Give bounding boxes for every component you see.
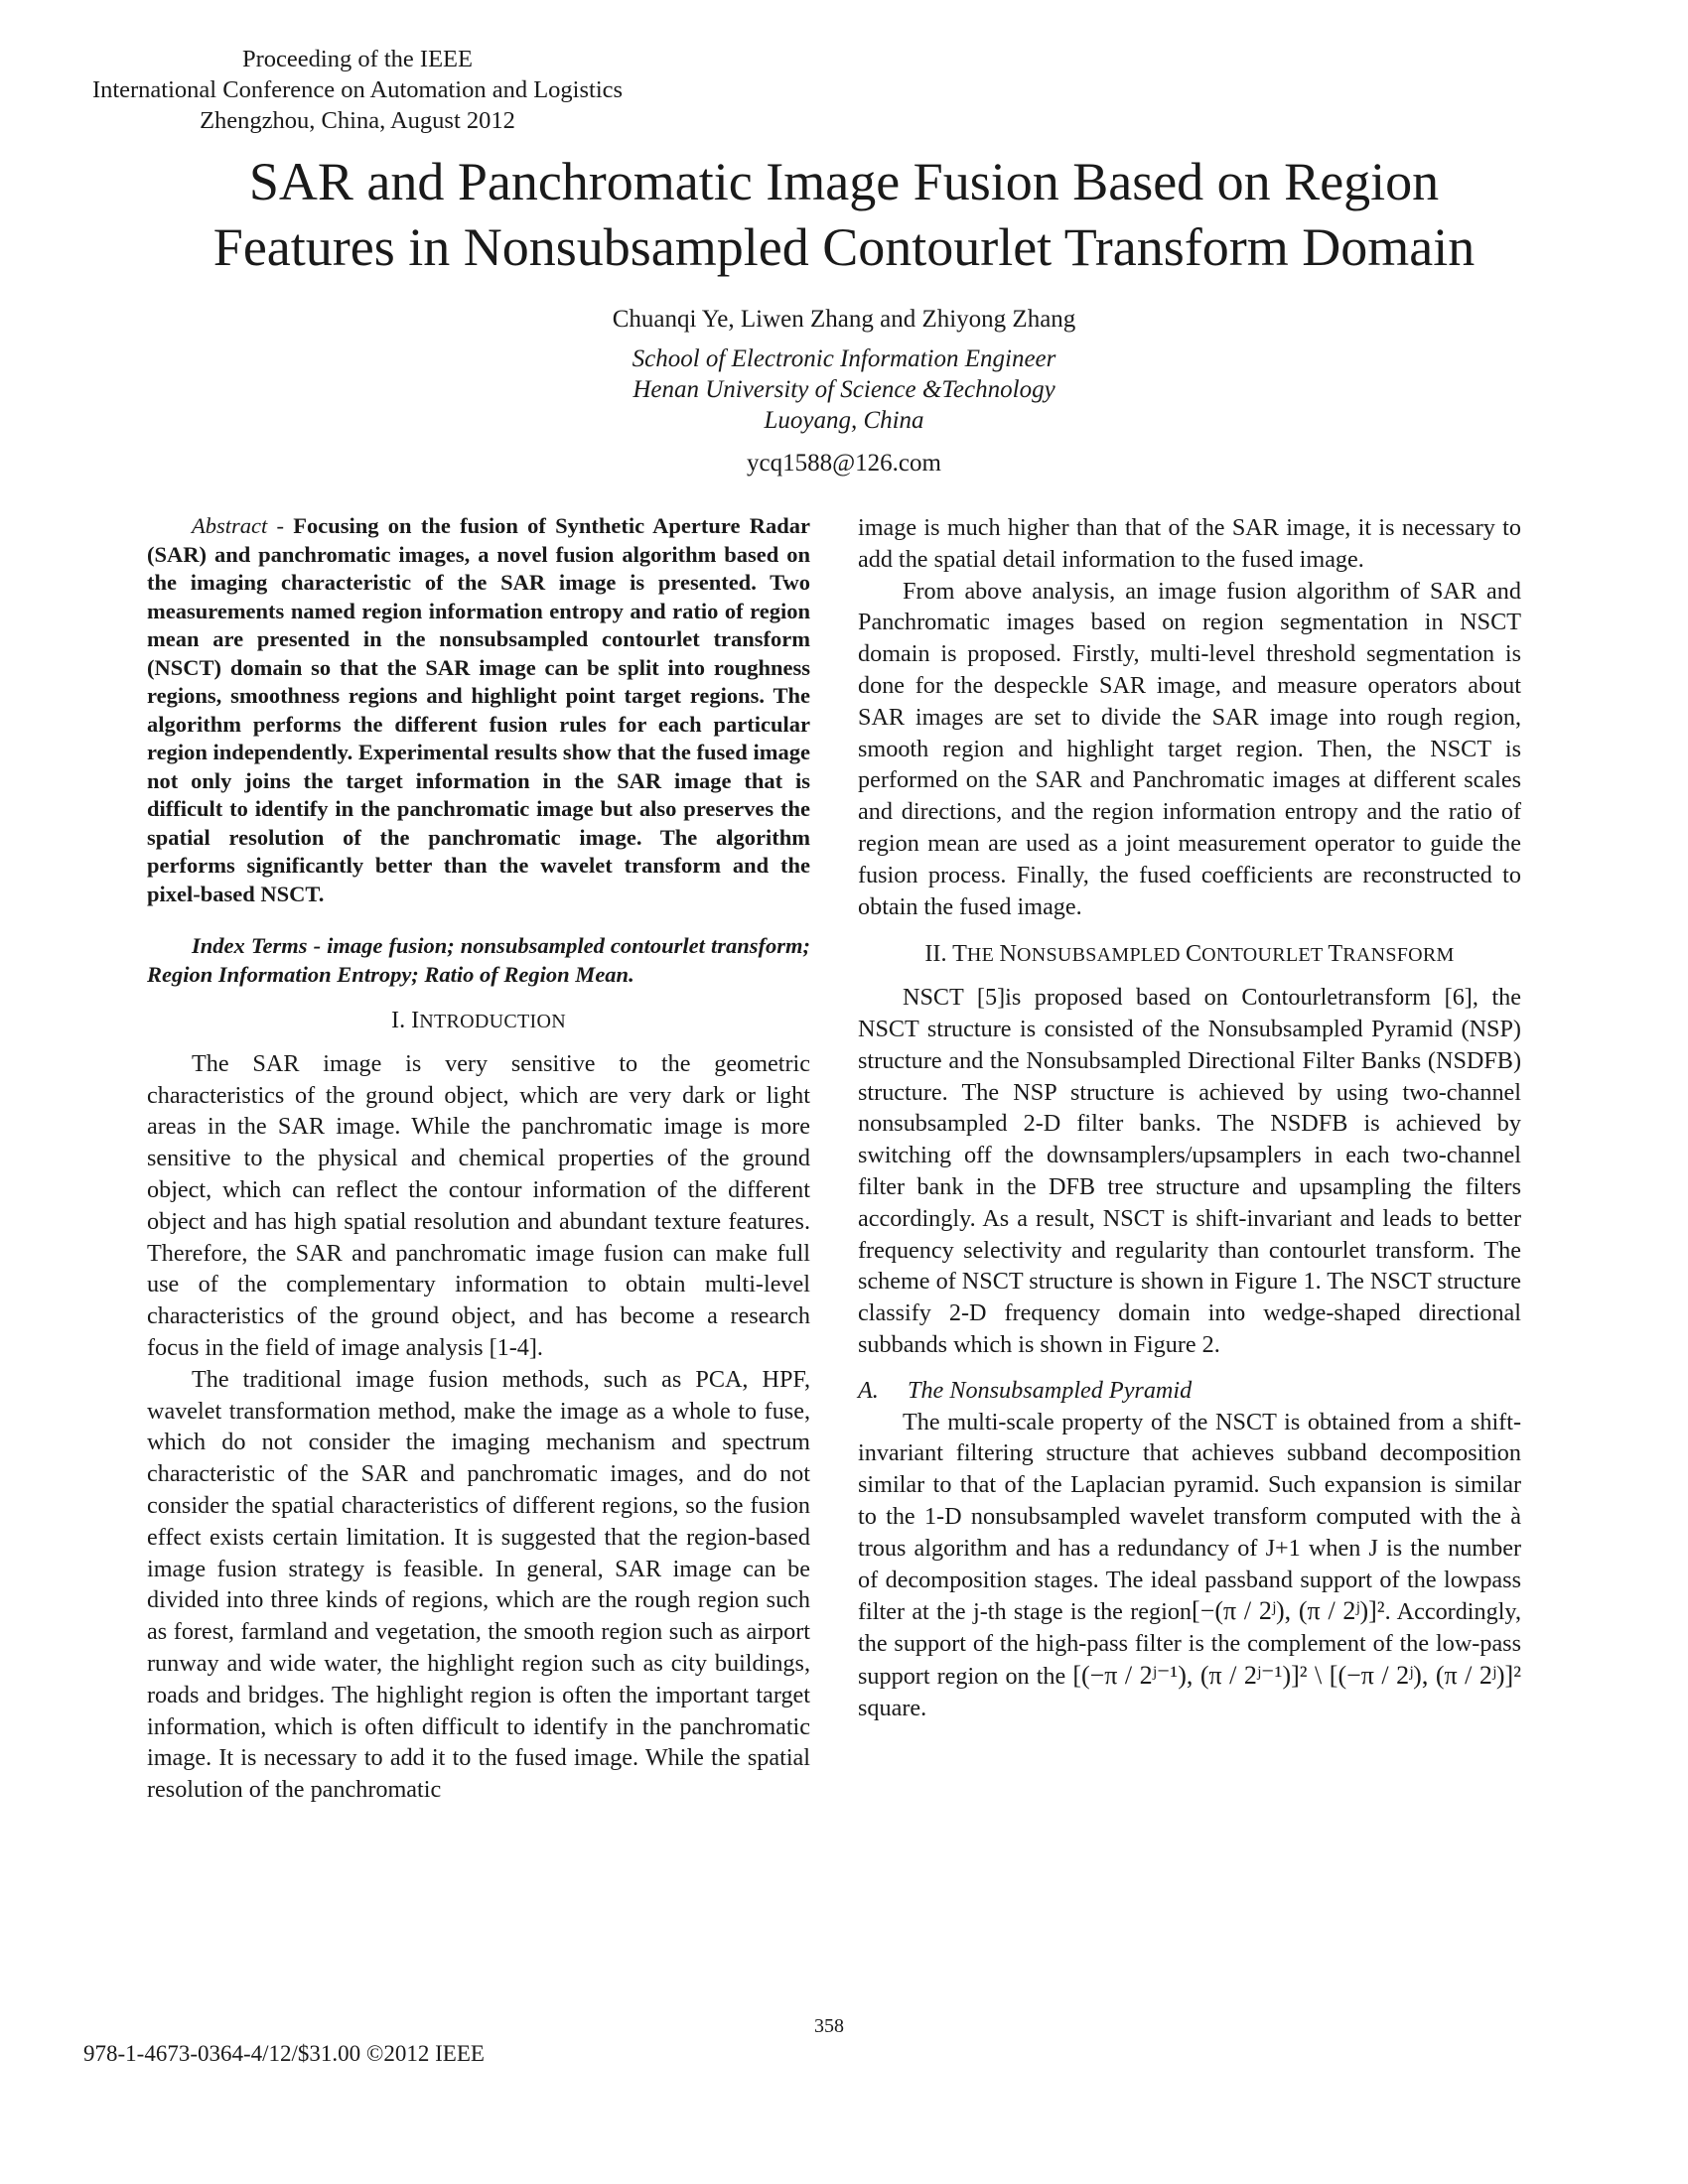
- affiliation: [298, 343, 1390, 436]
- affiliation-line-1: School of Electronic Information Engineer: [632, 345, 1056, 372]
- paper-title: [60, 149, 1628, 280]
- intro-paragraph-2: The traditional image fusion methods, such as PCA, HPF, wavelet transformation method, make the image as a whole to fuse, which do not consider the imaging mechanism and spectrum characteristic of the SAR and panchromatic images, and do not consider the spatial characteristics of different regions, so the fusion effect exists certain limitation. It is suggested that the region-based image fusion strategy is feasible. In general, SAR image can be divided into three kinds of regions, which are the rough region such as forest, farmland and vegetation, the smooth region such as airport runway and wide water, the highlight region such as city buildings, roads and bridges. The highlight region is often the important target information, which is often difficult to identify in the panchromatic image. It is necessary to add it to the fused image. While the spatial resolution of the panchromatic: [147, 1365, 810, 1804]
- abstract-label: Abstract -: [192, 513, 285, 538]
- authors: Chuanqi Ye, Liwen Zhang and Zhiyong Zhang: [612, 306, 1076, 333]
- title-line-2: Features in Nonsubsampled Contourlet Transform Domain: [212, 217, 1476, 277]
- abstract-text: Focusing on the fusion of Synthetic Aperture Radar (SAR) and panchromatic images, a novel fusion algorithm based on the imaging characteristic of the SAR image is presented. Two measurements named region information entropy and ratio of region mean are presented in the nonsubsampled contourlet transform (NSCT) domain so that the SAR image can be split into roughness regions, smoothness regions and highlight point target regions. The algorithm performs the different fusion rules for each particular region independently. Experimental results show that the fused image not only joins the target information in the SAR image that is difficult to identify in the panchromatic image but also preserves the spatial resolution of the panchromatic image. The algorithm performs significantly better than the wavelet transform and the pixel-based NSCT.: [147, 513, 810, 906]
- page-number: 358: [814, 2015, 844, 2037]
- conference-line-2: International Conference on Automation and Logistics: [91, 76, 624, 103]
- nsct-paragraph-1: NSCT [5]is proposed based on Contourletransform [6], the NSCT structure is consisted of the Nonsubsampled Pyramid (NSP) structure and the Nonsubsampled Directional Filter Banks (NSDFB) structure. The NSP structure is achieved by using two-channel nonsubsampled 2-D filter banks. The NSDFB is achieved by switching off the downsamplers/upsamplers in each two-channel filter bank in the DFB tree structure and upsampling the filters accordingly. As a result, NSCT is shift-invariant and leads to better frequency selectivity and regularity than contourlet transform. The scheme of NSCT structure is shown in Figure 1. The NSCT structure classify 2-D frequency domain into wedge-shaped directional subbands which is shown in Figure 2.: [858, 984, 1521, 1358]
- equation-lowpass-region: [−(π / 2ʲ), (π / 2ʲ)]²: [1192, 1596, 1385, 1626]
- abstract: [147, 512, 810, 908]
- author-email: ycq1588@126.com: [747, 450, 941, 477]
- intro-paragraph-1: The SAR image is very sensitive to the geometric characteristics of the ground object, which are very dark or light areas in the SAR image. While the panchromatic image is more sensitive to the physical and chemical properties of the ground object, which can reflect the contour information of the different object and has high spatial resolution and abundant texture features. Therefore, the SAR and panchromatic image fusion can make full use of the complementary information to obtain multi-level characteristics of the ground object, and has become a research focus in the field of image analysis [1-4].: [147, 1049, 810, 1361]
- intro-paragraph-3: From above analysis, an image fusion algorithm of SAR and Panchromatic images based on region segmentation in NSCT domain is proposed. Firstly, multi-level threshold segmentation is done for the despeckle SAR image, and measure operators about SAR images are set to divide the SAR image into rough region, smooth region and highlight target region. Then, the NSCT is performed on the SAR and Panchromatic images at different scales and directions, and the region information entropy and the ratio of region mean are used as a joint measurement operator to guide the fusion process. Finally, the fused coefficients are reconstructed to obtain the fused image.: [858, 577, 1521, 920]
- section-heading-introduction: I. INTRODUCTION: [391, 1007, 566, 1033]
- affiliation-line-3: Luoyang, China: [764, 407, 924, 434]
- conference-line-3: Zhengzhou, China, August 2012: [200, 107, 515, 134]
- section-heading-nsct: II. THE NONSUBSAMPLED CONTOURLET TRANSFORM: [924, 940, 1455, 968]
- conference-line-1: Proceeding of the IEEE: [242, 46, 473, 72]
- right-column: [858, 512, 1521, 1723]
- footer-isbn: 978-1-4673-0364-4/12/$31.00 ©2012 IEEE: [83, 2041, 485, 2066]
- conference-info: [40, 44, 675, 136]
- intro-paragraph-2-continued: image is much higher than that of the SAR image, it is necessary to add the spatial detail information to the fused image.: [858, 514, 1521, 573]
- index-terms: Index Terms - image fusion; nonsubsampled contourlet transform; Region Information Entropy; Ratio of Region Mean.: [147, 933, 810, 987]
- nsp-paragraph-1: The multi-scale property of the NSCT is obtained from a shift-invariant filtering structure that achieves subband decomposition similar to that of the Laplacian pyramid. Such expansion is similar to the 1-D nonsubsampled wavelet transform computed with the à trous algorithm and has a redundancy of J+1 when J is the number of decomposition stages. The ideal passband support of the lowpass filter at the j-th stage is the region[−(π / 2ʲ), (π / 2ʲ)]². Accordingly, the support of the high-pass filter is the complement of the low-pass support region on the [(−π / 2ʲ⁻¹), (π / 2ʲ⁻¹)]² \ [(−π / 2ʲ), (π / 2ʲ)]² square.: [858, 1408, 1522, 1721]
- title-line-1: SAR and Panchromatic Image Fusion Based on Region: [248, 152, 1440, 211]
- subsection-heading-nsp: A. The Nonsubsampled Pyramid: [858, 1376, 1193, 1404]
- left-column: [147, 512, 810, 1806]
- affiliation-line-2: Henan University of Science &Technology: [633, 376, 1055, 403]
- equation-highpass-region: [(−π / 2ʲ⁻¹), (π / 2ʲ⁻¹)]² \ [(−π / 2ʲ), (π / 2ʲ)]²: [1072, 1660, 1521, 1690]
